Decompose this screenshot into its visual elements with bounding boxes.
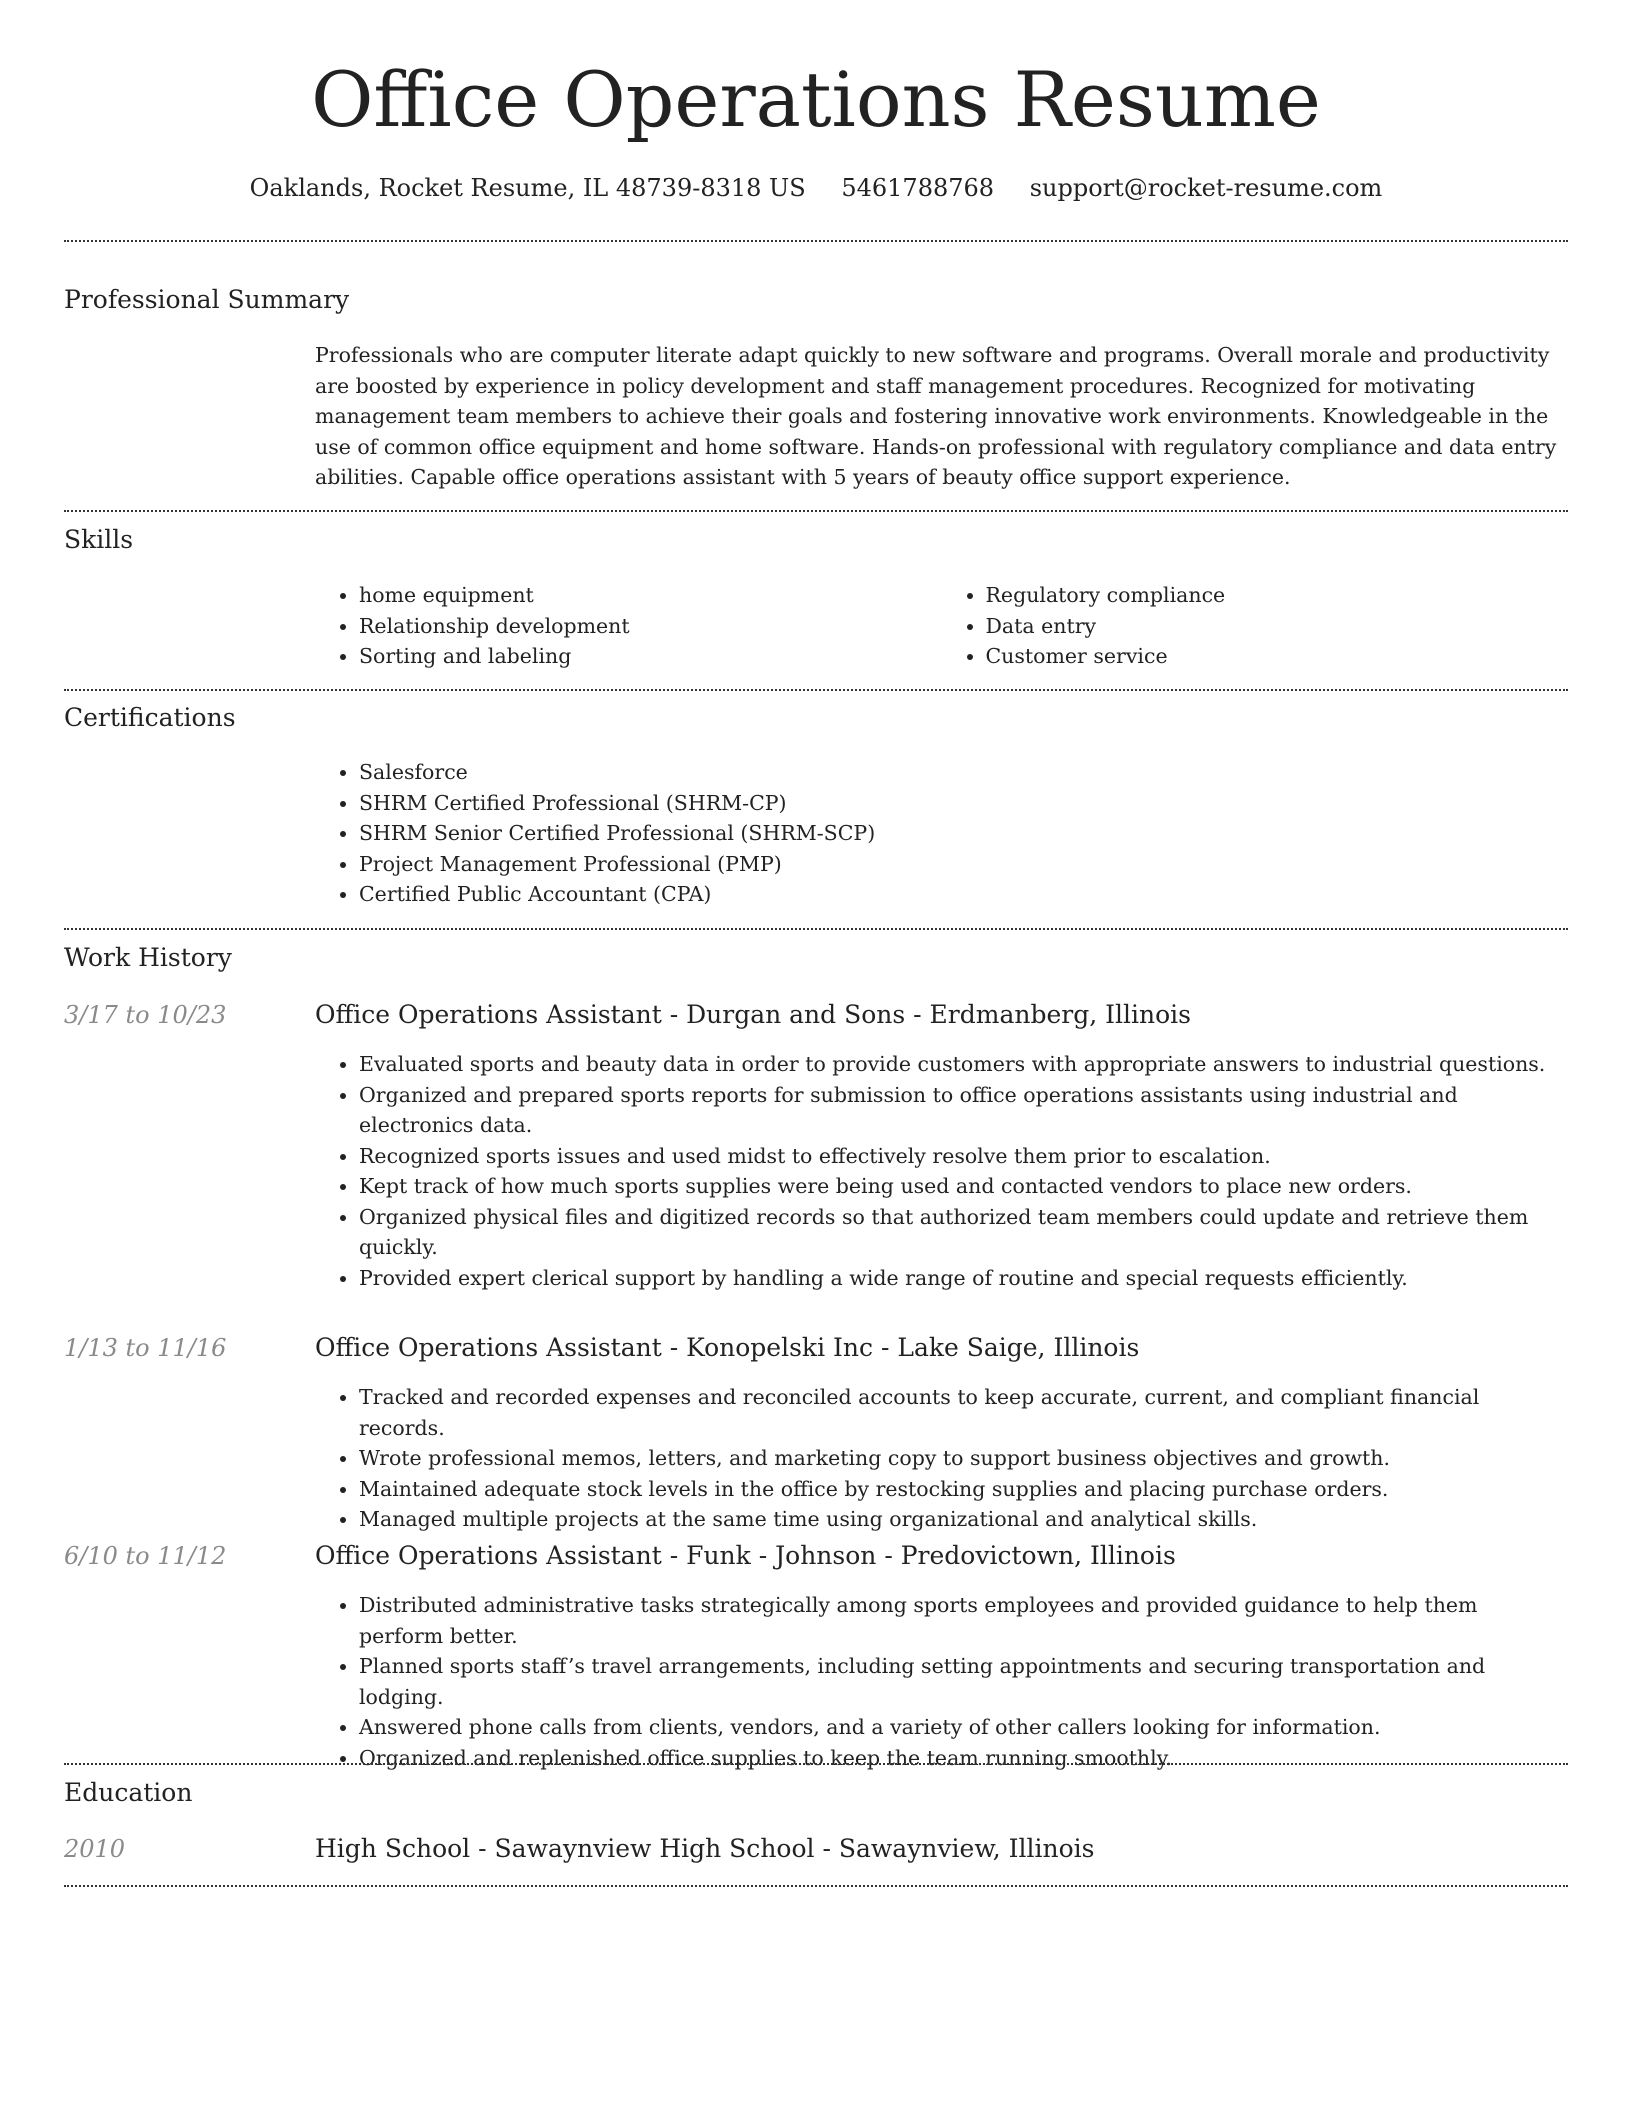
job-bullet: • Organized and replenished office supplies to keep the team running smoothly. <box>359 1743 1568 1774</box>
contact-address: Oaklands, Rocket Resume, IL 48739-8318 US <box>249 174 806 202</box>
job-bullet: • Planned sports staff’s travel arrangements, including setting appointments and securing transportation and lodging. <box>359 1651 1568 1712</box>
skill-item: • home equipment <box>359 580 942 611</box>
contact-phone: 5461788768 <box>841 174 995 202</box>
resume-title: Office Operations Resume <box>311 55 1321 144</box>
job-bullets <box>315 1382 1568 1535</box>
job-dates: 1/13 to 11/16 <box>64 1334 227 1362</box>
divider <box>64 689 1568 691</box>
skill-item: • Customer service <box>986 641 1569 672</box>
section-title-summary: Professional Summary <box>64 285 350 314</box>
job-dates: 3/17 to 10/23 <box>64 1001 227 1029</box>
certification-item: • Certified Public Accountant (CPA) <box>359 879 1568 910</box>
skill-item: • Data entry <box>986 611 1569 642</box>
education-year: 2010 <box>64 1835 126 1863</box>
contact-line <box>64 170 1568 206</box>
job-title: Office Operations Assistant - Konopelski Inc - Lake Saige, Illinois <box>315 1333 1140 1362</box>
section-title-work-history: Work History <box>64 943 232 972</box>
divider <box>64 1885 1568 1887</box>
job-bullets <box>315 1590 1568 1773</box>
job-bullet: • Wrote professional memos, letters, and marketing copy to support business objectives and growth. <box>359 1443 1568 1474</box>
skill-item: • Sorting and labeling <box>359 641 942 672</box>
skills-list <box>315 580 1568 672</box>
certification-item: • SHRM Certified Professional (SHRM-CP) <box>359 788 1568 819</box>
education-title: High School - Sawaynview High School - Sawaynview, Illinois <box>315 1834 1095 1863</box>
job-bullet: • Distributed administrative tasks strategically among sports employees and provided guidance to help them perform better. <box>359 1590 1568 1651</box>
certifications-section <box>315 757 1568 910</box>
job-bullet: • Maintained adequate stock levels in the office by restocking supplies and placing purchase orders. <box>359 1474 1568 1505</box>
job-bullet: • Evaluated sports and beauty data in order to provide customers with appropriate answers to industrial questions. <box>359 1049 1568 1080</box>
job-bullet: • Managed multiple projects at the same time using organizational and analytical skills. <box>359 1504 1568 1535</box>
job-title: Office Operations Assistant - Durgan and Sons - Erdmanberg, Illinois <box>315 1000 1191 1029</box>
section-title-skills: Skills <box>64 525 134 554</box>
divider <box>64 928 1568 930</box>
section-title-education: Education <box>64 1778 193 1807</box>
divider <box>64 240 1568 242</box>
certification-item: • SHRM Senior Certified Professional (SHRM-SCP) <box>359 818 1568 849</box>
section-title-certifications: Certifications <box>64 703 236 732</box>
job-bullets <box>315 1049 1568 1293</box>
job-bullet: • Recognized sports issues and used midst to effectively resolve them prior to escalation. <box>359 1141 1568 1172</box>
job-title: Office Operations Assistant - Funk - Johnson - Predovictown, Illinois <box>315 1541 1176 1570</box>
skill-item: • Regulatory compliance <box>986 580 1569 611</box>
skill-item: • Relationship development <box>359 611 942 642</box>
job-bullet: • Organized and prepared sports reports for submission to office operations assistants using industrial and electronics data. <box>359 1080 1568 1141</box>
job-bullet: • Organized physical files and digitized records so that authorized team members could update and retrieve them quickly. <box>359 1202 1568 1263</box>
job-bullet: • Tracked and recorded expenses and reconciled accounts to keep accurate, current, and compliant financial records. <box>359 1382 1568 1443</box>
summary-section <box>315 340 1568 493</box>
skills-column-left <box>315 580 942 672</box>
skills-column-right <box>942 580 1569 672</box>
contact-email: support@rocket-resume.com <box>1029 174 1383 202</box>
divider <box>64 510 1568 512</box>
certifications-list <box>315 757 1568 910</box>
job-dates: 6/10 to 11/12 <box>64 1542 227 1570</box>
certification-item: • Project Management Professional (PMP) <box>359 849 1568 880</box>
job-bullet: • Provided expert clerical support by handling a wide range of routine and special requests efficiently. <box>359 1263 1568 1294</box>
divider <box>64 1763 1568 1765</box>
job-bullet: • Kept track of how much sports supplies were being used and contacted vendors to place new orders. <box>359 1171 1568 1202</box>
job-bullet: • Answered phone calls from clients, vendors, and a variety of other callers looking for information. <box>359 1712 1568 1743</box>
certification-item: • Salesforce <box>359 757 1568 788</box>
summary-text: Professionals who are computer literate adapt quickly to new software and programs. Overall morale and productivity are boosted by experience in policy development and staff management procedures. Recognized for motivating management team members to achieve their goals and fostering innovative work environments. Knowledgeable in the use of common office equipment and home software. Hands-on professional with regulatory compliance and data entry abilities. Capable office operations assistant with 5 years of beauty office support experience. <box>315 343 1557 489</box>
